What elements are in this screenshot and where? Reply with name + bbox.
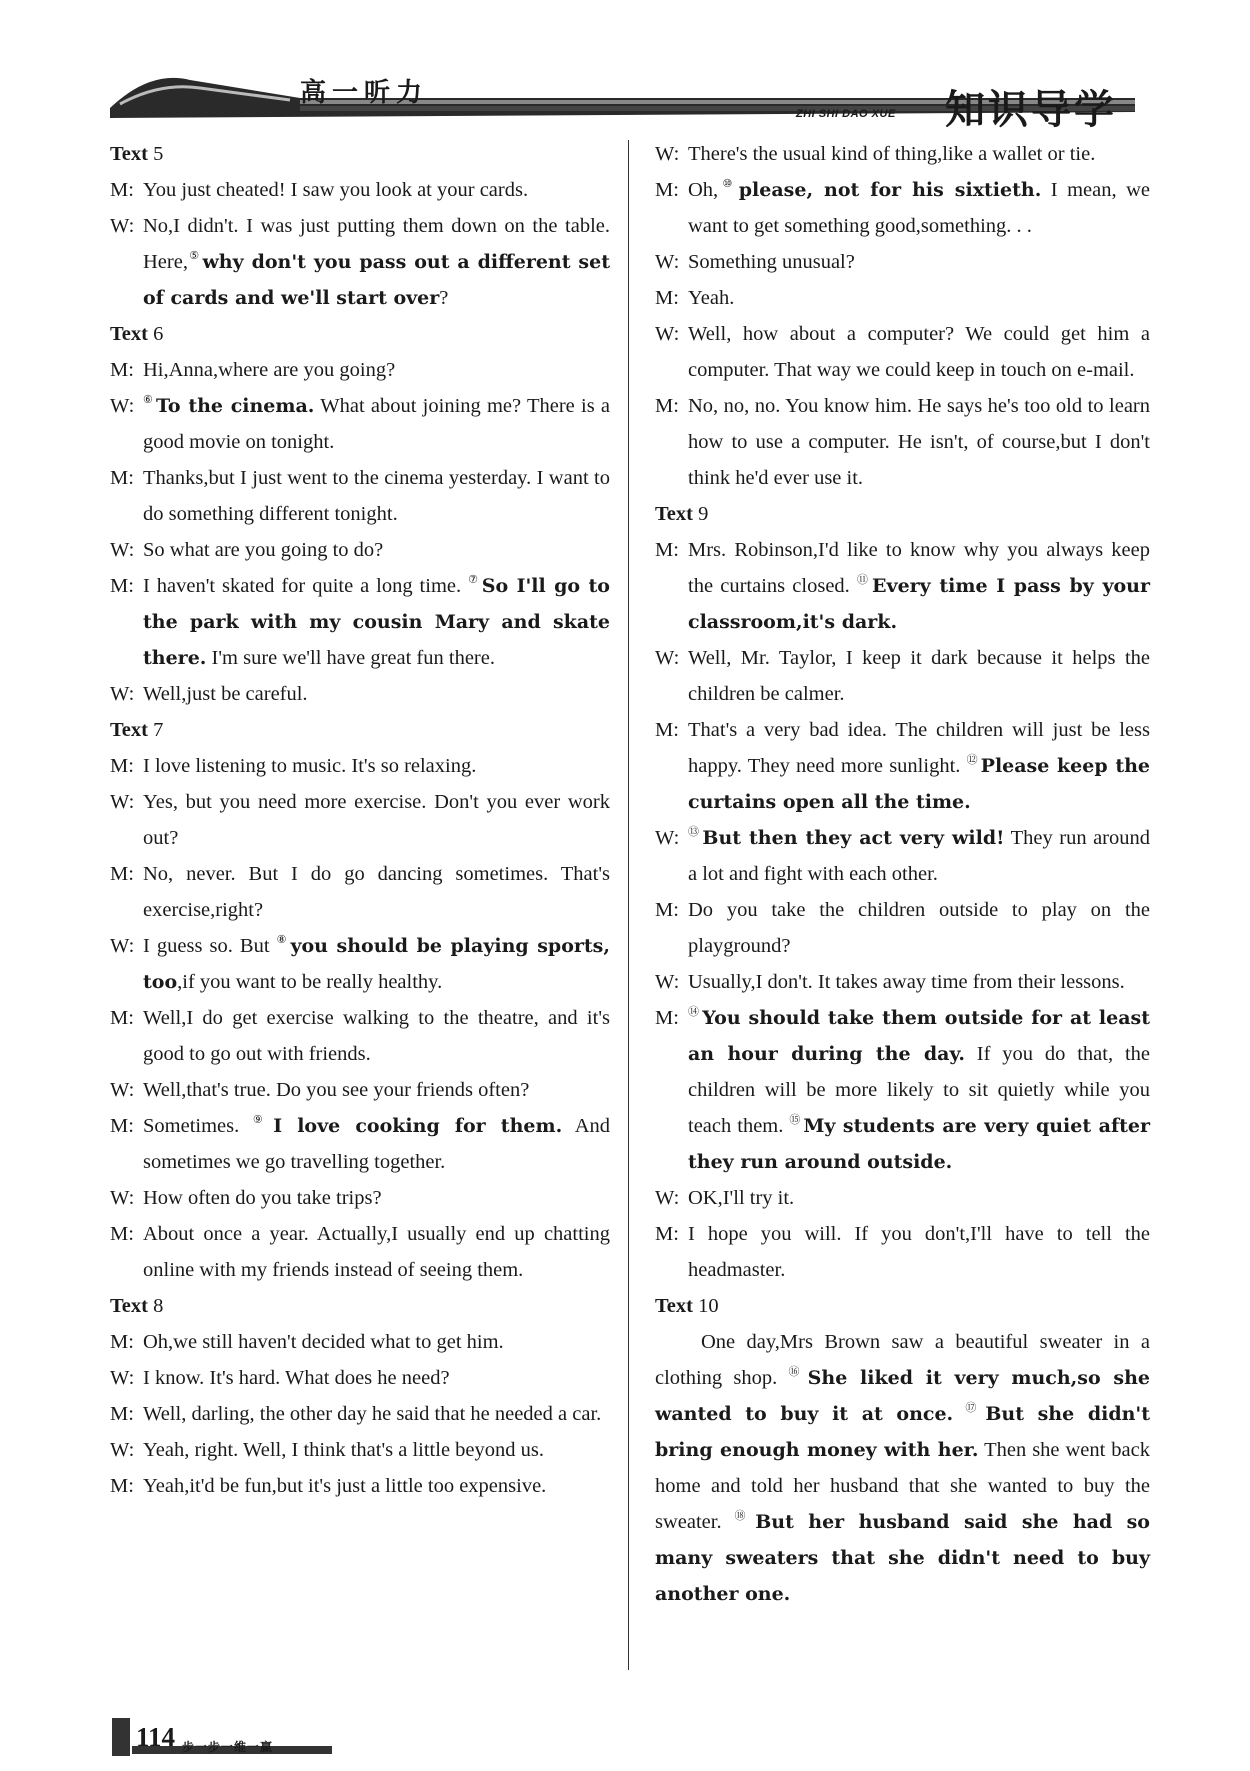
- dialogue-text: You just cheated! I saw you look at your cards.: [143, 179, 529, 201]
- dialogue-text: [953, 1403, 965, 1425]
- dialogue-text: Do you take the children outside to play on the playground?: [688, 899, 1150, 957]
- dialogue-line: [655, 892, 1150, 964]
- text-heading-label: Text: [110, 323, 148, 345]
- answer-marker: ⑩: [718, 178, 737, 190]
- text-heading-label: Text: [110, 1295, 148, 1317]
- column-divider: [628, 140, 629, 1670]
- page-header: [0, 0, 1250, 140]
- speaker-label: W:: [110, 539, 135, 561]
- dialogue-line: [110, 856, 610, 928]
- speaker-label: W:: [110, 1439, 135, 1461]
- text-heading: [110, 1288, 610, 1324]
- dialogue-text: Mrs. Robinson,I'd like to know why you always keep the curtains closed.: [688, 539, 1150, 597]
- speaker-label: M:: [110, 1115, 134, 1137]
- dialogue-text: Yeah, right. Well, I think that's a little beyond us.: [143, 1439, 545, 1461]
- dialogue-text: I'm sure we'll have great fun there.: [206, 647, 495, 669]
- speaker-label: W:: [655, 827, 680, 849]
- dialogue-text: One day,Mrs Brown saw a beautiful sweater in a clothing shop.: [655, 1331, 1150, 1389]
- highlighted-answer-text: But then they act very wild!: [702, 827, 1005, 849]
- speaker-label: W:: [110, 1367, 135, 1389]
- speaker-label: W:: [110, 395, 135, 417]
- dialogue-line: [655, 712, 1150, 820]
- answer-marker: ⑬: [688, 826, 701, 838]
- dialogue-text: No,I didn't. I was just putting them down on the table. Here,: [143, 215, 610, 273]
- dialogue-text: ,if you want to be really healthy.: [177, 971, 443, 993]
- highlighted-answer-text: You should take them outside for at least an hour during the day.: [688, 1007, 1150, 1065]
- dialogue-line: [110, 1000, 610, 1072]
- text-heading-number: 9: [692, 503, 709, 525]
- answer-marker: ⑦: [468, 574, 480, 586]
- dialogue-text: They run around a lot and fight with each other.: [688, 827, 1151, 885]
- speaker-label: M:: [655, 287, 679, 309]
- speaker-label: M:: [655, 539, 679, 561]
- dialogue-text: OK,I'll try it.: [688, 1187, 795, 1209]
- text-heading-number: 8: [147, 1295, 164, 1317]
- highlighted-answer-text: But her husband said she had so many sweaters that she didn't need to buy another one.: [655, 1511, 1150, 1605]
- highlighted-answer-text: To the cinema.: [155, 395, 315, 417]
- dialogue-text: If you do that, the children will be more likely to sit quietly while you teach them.: [688, 1043, 1150, 1137]
- text-heading: [110, 316, 610, 352]
- text-heading: [655, 1288, 1150, 1324]
- dialogue-text: I hope you will. If you don't,I'll have to tell the headmaster.: [688, 1223, 1150, 1281]
- dialogue-text: Thanks,but I just went to the cinema yesterday. I want to do something different tonight.: [143, 467, 610, 525]
- dialogue-line: [110, 208, 610, 316]
- speaker-label: M:: [655, 899, 679, 921]
- speaker-label: M:: [655, 1223, 679, 1245]
- dialogue-text: ?: [439, 287, 449, 309]
- dialogue-text: Well, Mr. Taylor, I keep it dark because it helps the children be calmer.: [688, 647, 1150, 705]
- dialogue-line: [110, 1072, 610, 1108]
- dialogue-line: [655, 388, 1150, 496]
- speaker-label: M:: [655, 1007, 679, 1029]
- highlighted-answer-text: But she didn't bring enough money with her.: [655, 1403, 1151, 1461]
- text-heading: [110, 712, 610, 748]
- dialogue-text: Yeah.: [688, 287, 735, 309]
- dialogue-line: [655, 532, 1150, 640]
- speaker-label: W:: [110, 1079, 135, 1101]
- speaker-label: M:: [110, 1331, 134, 1353]
- highlighted-answer-text: I love cooking for them.: [273, 1115, 563, 1137]
- dialogue-line: [110, 1216, 610, 1288]
- dialogue-line: [655, 820, 1150, 892]
- dialogue-text: There's the usual kind of thing,like a wallet or tie.: [688, 143, 1096, 165]
- dialogue-line: [110, 928, 610, 1000]
- dialogue-line: [655, 640, 1150, 712]
- answer-marker: ⑤: [187, 250, 201, 262]
- dialogue-text: That's a very bad idea. The children will just be less happy. They need more sunlight.: [688, 719, 1150, 777]
- dialogue-text: Yeah,it'd be fun,but it's just a little too expensive.: [143, 1475, 547, 1497]
- speaker-label: M:: [110, 863, 134, 885]
- dialogue-text: What about joining me? There is a good movie on tonight.: [143, 395, 610, 453]
- speaker-label: W:: [110, 791, 135, 813]
- speaker-label: W:: [110, 1187, 135, 1209]
- speaker-label: M:: [110, 359, 134, 381]
- speaker-label: W:: [110, 935, 135, 957]
- text-heading-number: 10: [692, 1295, 719, 1317]
- dialogue-line: [655, 136, 1150, 172]
- dialogue-text: No, no, no. You know him. He says he's too old to learn how to use a computer. He isn't, of course,but I don't think he'd ever use it.: [688, 395, 1150, 489]
- speaker-label: M:: [110, 467, 134, 489]
- dialogue-text: Usually,I don't. It takes away time from their lessons.: [688, 971, 1125, 993]
- dialogue-text: So what are you going to do?: [143, 539, 384, 561]
- dialogue-text: I love listening to music. It's so relaxing.: [143, 755, 477, 777]
- dialogue-text: I haven't skated for quite a long time.: [143, 575, 469, 597]
- answer-marker: ⑰: [965, 1402, 984, 1414]
- speaker-label: W:: [110, 683, 135, 705]
- dialogue-line: [110, 676, 610, 712]
- answer-marker: ⑨: [252, 1114, 272, 1126]
- dialogue-text: Well,that's true. Do you see your friends often?: [143, 1079, 530, 1101]
- answer-marker: ⑫: [966, 754, 979, 766]
- dialogue-line: [110, 1324, 610, 1360]
- speaker-label: M:: [110, 575, 134, 597]
- dialogue-line: [110, 1432, 610, 1468]
- highlighted-answer-text: Please keep the curtains open all the time.: [688, 755, 1151, 813]
- dialogue-line: [110, 172, 610, 208]
- speaker-label: M:: [110, 1475, 134, 1497]
- highlighted-answer-text: please, not for his sixtieth.: [738, 179, 1042, 201]
- answer-marker: ⑯: [788, 1366, 806, 1378]
- text-heading-label: Text: [110, 143, 148, 165]
- answer-marker: ⑥: [143, 394, 154, 406]
- right-column: [655, 136, 1150, 1612]
- dialogue-line: [110, 1360, 610, 1396]
- dialogue-text: I guess so. But: [143, 935, 277, 957]
- text-heading-number: 6: [147, 323, 164, 345]
- dialogue-text: Something unusual?: [688, 251, 855, 273]
- dialogue-line: [110, 568, 610, 676]
- text-heading-number: 7: [147, 719, 164, 741]
- dialogue-text: No, never. But I do go dancing sometimes. That's exercise,right?: [143, 863, 610, 921]
- dialogue-line: [110, 1180, 610, 1216]
- speaker-label: M:: [655, 395, 679, 417]
- speaker-label: M:: [110, 1223, 134, 1245]
- dialogue-line: [655, 1180, 1150, 1216]
- dialogue-line: [110, 784, 610, 856]
- answer-marker: ⑭: [688, 1006, 701, 1018]
- answer-marker: ⑮: [789, 1114, 802, 1126]
- text-heading-label: Text: [110, 719, 148, 741]
- dialogue-text: Well, darling, the other day he said that he needed a car.: [143, 1403, 602, 1425]
- highlighted-answer-text: you should be playing sports, too: [143, 935, 610, 993]
- section-title: 高一听力: [300, 78, 429, 108]
- speaker-label: W:: [655, 971, 680, 993]
- dialogue-line: [110, 532, 610, 568]
- dialogue-line: [655, 244, 1150, 280]
- speaker-label: M:: [110, 1007, 134, 1029]
- answer-marker: ⑪: [856, 574, 871, 586]
- highlighted-answer-text: So I'll go to the park with my cousin Mary and skate there.: [143, 575, 610, 669]
- dialogue-line: [655, 172, 1150, 244]
- answer-marker: ⑱: [734, 1510, 754, 1522]
- dialogue-text: Sometimes.: [143, 1115, 253, 1137]
- highlighted-answer-text: She liked it very much,so she wanted to buy it at once.: [655, 1367, 1150, 1425]
- dialogue-text: How often do you take trips?: [143, 1187, 382, 1209]
- speaker-label: M:: [110, 755, 134, 777]
- text-heading-label: Text: [655, 1295, 693, 1317]
- dialogue-line: [110, 748, 610, 784]
- speaker-label: W:: [655, 143, 680, 165]
- footer-slogan: 步一步一维一赢: [182, 1740, 274, 1754]
- brand-title: 知识导学: [945, 86, 1117, 133]
- speaker-label: M:: [110, 179, 134, 201]
- dialogue-text: Then she went back home and told her husband that she wanted to buy the sweater.: [655, 1439, 1150, 1533]
- dialogue-text: Well,just be careful.: [143, 683, 308, 705]
- dialogue-line: [110, 352, 610, 388]
- dialogue-line: [655, 964, 1150, 1000]
- highlighted-answer-text: My students are very quiet after they run around outside.: [688, 1115, 1151, 1173]
- speaker-label: M:: [110, 1403, 134, 1425]
- dialogue-line: [110, 1468, 610, 1504]
- dialogue-text: Oh,we still haven't decided what to get him.: [143, 1331, 504, 1353]
- highlighted-answer-text: why don't you pass out a different set of cards and we'll start over: [143, 251, 610, 309]
- brand-pinyin: ZHI SHI DAO XUE: [796, 108, 896, 120]
- dialogue-text: I know. It's hard. What does he need?: [143, 1367, 450, 1389]
- speaker-label: W:: [655, 251, 680, 273]
- page-number: 114: [136, 1722, 176, 1752]
- left-column: [110, 136, 610, 1504]
- text-heading-number: 5: [147, 143, 164, 165]
- dialogue-line: [110, 1108, 610, 1180]
- dialogue-line: [110, 388, 610, 460]
- page-footer: [112, 1718, 332, 1758]
- text-heading-label: Text: [655, 503, 693, 525]
- dialogue-text: About once a year. Actually,I usually end up chatting online with my friends instead of seeing them.: [143, 1223, 610, 1281]
- highlighted-answer-text: Every time I pass by your classroom,it's dark.: [688, 575, 1150, 633]
- dialogue-text: Hi,Anna,where are you going?: [143, 359, 396, 381]
- speaker-label: W:: [110, 215, 135, 237]
- narrative-paragraph: [655, 1324, 1150, 1612]
- dialogue-text: Oh,: [688, 179, 719, 201]
- dialogue-text: And sometimes we go travelling together.: [143, 1115, 610, 1173]
- speaker-label: W:: [655, 647, 680, 669]
- dialogue-line: [655, 1216, 1150, 1288]
- dialogue-text: Yes, but you need more exercise. Don't you ever work out?: [143, 791, 610, 849]
- text-heading: [655, 496, 1150, 532]
- dialogue-text: I mean, we want to get something good,something. . .: [688, 179, 1151, 237]
- dialogue-line: [110, 460, 610, 532]
- dialogue-line: [655, 316, 1150, 388]
- text-heading: [110, 136, 610, 172]
- speaker-label: M:: [655, 179, 679, 201]
- dialogue-line: [110, 1396, 610, 1432]
- speaker-label: W:: [655, 1187, 680, 1209]
- dialogue-text: Well, how about a computer? We could get him a computer. That way we could keep in touch on e-mail.: [688, 323, 1150, 381]
- answer-marker: ⑧: [276, 934, 289, 946]
- speaker-label: M:: [655, 719, 679, 741]
- dialogue-line: [655, 1000, 1150, 1180]
- speaker-label: W:: [655, 323, 680, 345]
- dialogue-text: Well,I do get exercise walking to the theatre, and it's good to go out with friends.: [143, 1007, 610, 1065]
- dialogue-line: [655, 280, 1150, 316]
